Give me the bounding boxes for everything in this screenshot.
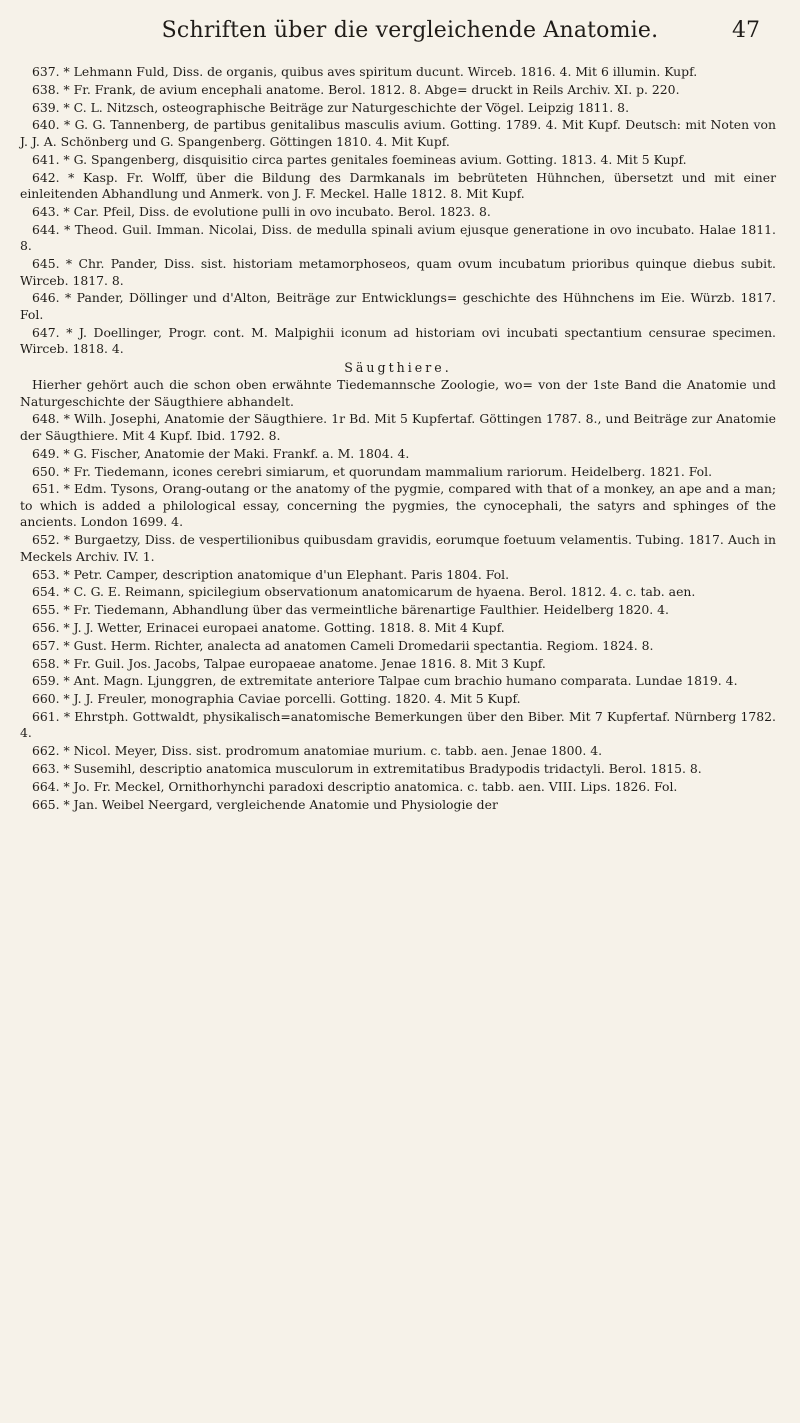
bibliography-entry: 651. * Edm. Tysons, Orang-outang or the anatomy of the pygmie, compared with that of a monkey, an ape and a man; to which is added a philological essay, concerning the pygmies, the cynocephali, the satyrs and sphinges of the ancients. London 1699. 4. xyxy=(20,481,776,530)
running-title: Schriften über die vergleichende Anatomie. xyxy=(161,18,659,43)
bibliography-entry: 644. * Theod. Guil. Imman. Nicolai, Diss. de medulla spinali avium ejusque generatione in ovo incubato. Halae 1811. 8. xyxy=(20,221,776,254)
bibliography-entry: 658. * Fr. Guil. Jos. Jacobs, Talpae europaeae anatome. Jenae 1816. 8. Mit 3 Kupf. xyxy=(32,655,546,671)
bibliography-entry: 665. * Jan. Weibel Neergard, vergleichende Anatomie und Physiologie der xyxy=(32,796,498,812)
bibliography-entry: 647. * J. Doellinger, Progr. cont. M. Malpighii iconum ad historiam ovi incubati spectantium censurae specimen. Wirceb. 1818. 4. xyxy=(20,324,776,357)
bibliography-entry: 639. * C. L. Nitzsch, osteographische Beiträge zur Naturgeschichte der Vögel. Leipzig 1811. 8. xyxy=(32,99,630,115)
bibliography-entry: 659. * Ant. Magn. Ljunggren, de extremitate anteriore Talpae cum brachio humano comparata. Lundae 1819. 4. xyxy=(32,673,738,689)
bird-entries xyxy=(20,64,776,358)
bibliography-list xyxy=(20,64,776,814)
bibliography-entry: 638. * Fr. Frank, de avium encephali anatome. Berol. 1812. 8. Abge= druckt in Reils Archiv. XI. p. 220. xyxy=(32,81,680,97)
bibliography-entry: 648. * Wilh. Josephi, Anatomie der Säugthiere. 1r Bd. Mit 5 Kupfertaf. Göttingen 1787. 8., und Beiträge zur Anatomie der Säugthiere. Mit 4 Kupf. Ibid. 1792. 8. xyxy=(20,411,776,443)
bibliography-entry: 654. * C. G. E. Reimann, spicilegium observationum anatomicarum de hyaena. Berol. 1812. 4. c. tab. aen. xyxy=(32,584,696,600)
bibliography-entry: 643. * Car. Pfeil, Diss. de evolutione pulli in ovo incubato. Berol. 1823. 8. xyxy=(32,203,491,219)
bibliography-entry: 653. * Petr. Camper, description anatomique d'un Elephant. Paris 1804. Fol. xyxy=(32,566,510,582)
page-number: 47 xyxy=(732,18,760,43)
bibliography-entry: 664. * Jo. Fr. Meckel, Ornithorhynchi paradoxi descriptio anatomica. c. tabb. aen. VIII. Lips. 1826. Fol. xyxy=(32,778,678,794)
bibliography-entry: 652. * Burgaetzy, Diss. de vespertilionibus quibusdam gravidis, eorumque foetuum velamentis. Tubing. 1817. Auch in Meckels Archiv. IV. 1. xyxy=(20,532,776,564)
bibliography-entry: 650. * Fr. Tiedemann, icones cerebri simiarum, et quorundam mammalium rariorum. Heidelberg. 1821. Fol. xyxy=(32,463,713,479)
bibliography-entry: 657. * Gust. Herm. Richter, analecta ad anatomen Cameli Dromedarii spectantia. Regiom. 1824. 8. xyxy=(32,637,654,653)
bibliography-entry: 662. * Nicol. Meyer, Diss. sist. prodromum anatomiae murium. c. tabb. aen. Jenae 1800. 4. xyxy=(32,743,603,759)
bibliography-entry: 637. * Lehmann Fuld, Diss. de organis, quibus aves spiritum ducunt. Wirceb. 1816. 4. Mit 6 illumin. Kupf. xyxy=(32,64,698,79)
bibliography-entry: 645. * Chr. Pander, Diss. sist. historiam metamorphoseos, quam ovum incubatum prioribus quinque diebus subit. Wirceb. 1817. 8. xyxy=(20,256,776,288)
page-header xyxy=(60,16,760,52)
section-heading: Säugthiere. xyxy=(344,360,452,376)
bibliography-entry: 655. * Fr. Tiedemann, Abhandlung über das vermeintliche bärenartige Faulthier. Heidelberg 1820. 4. xyxy=(32,602,669,618)
bibliography-entry: 641. * G. Spangenberg, disquisitio circa partes genitales foemineas avium. Gotting. 1813. 4. Mit 5 Kupf. xyxy=(32,151,687,167)
bibliography-entry: 663. * Susemihl, descriptio anatomica musculorum in extremitatibus Bradypodis tridactyli. Berol. 1815. 8. xyxy=(32,761,702,777)
section-note: Hierher gehört auch die schon oben erwähnte Tiedemannsche Zoologie, wo= von der 1ste Band die Anatomie und Naturgeschichte der Säugthiere abhandelt. xyxy=(20,377,776,409)
bibliography-entry: 649. * G. Fischer, Anatomie der Maki. Frankf. a. M. 1804. 4. xyxy=(32,445,410,461)
bibliography-entry: 640. * G. G. Tannenberg, de partibus genitalibus masculis avium. Gotting. 1789. 4. Mit Kupf. Deutsch: mit Noten von J. J. A. Schönberg und G. Spangenberg. Göttingen 1810. 4. Mit Kupf. xyxy=(20,117,776,149)
bibliography-entry: 661. * Ehrstph. Gottwaldt, physikalisch=anatomische Bemerkungen über den Biber. Mit 7 Kupfertaf. Nürnberg 1782. 4. xyxy=(20,708,776,741)
bibliography-entry: 656. * J. J. Wetter, Erinacei europaei anatome. Gotting. 1818. 8. Mit 4 Kupf. xyxy=(32,619,505,635)
bibliography-entry: 646. * Pander, Döllinger und d'Alton, Beiträge zur Entwicklungs= geschichte des Hühnchens im Eie. Würzb. 1817. Fol. xyxy=(20,290,776,322)
mammal-entries xyxy=(20,411,776,813)
bibliography-entry: 642. * Kasp. Fr. Wolff, über die Bildung des Darmkanals im bebrüteten Hühnchen, übersetzt und mit einer einleitenden Abhandlung und Anmerk. von J. F. Meckel. Halle 1812. 8. Mit Kupf. xyxy=(20,169,776,202)
bibliography-entry: 660. * J. J. Freuler, monographia Caviae porcelli. Gotting. 1820. 4. Mit 5 Kupf. xyxy=(32,691,521,707)
